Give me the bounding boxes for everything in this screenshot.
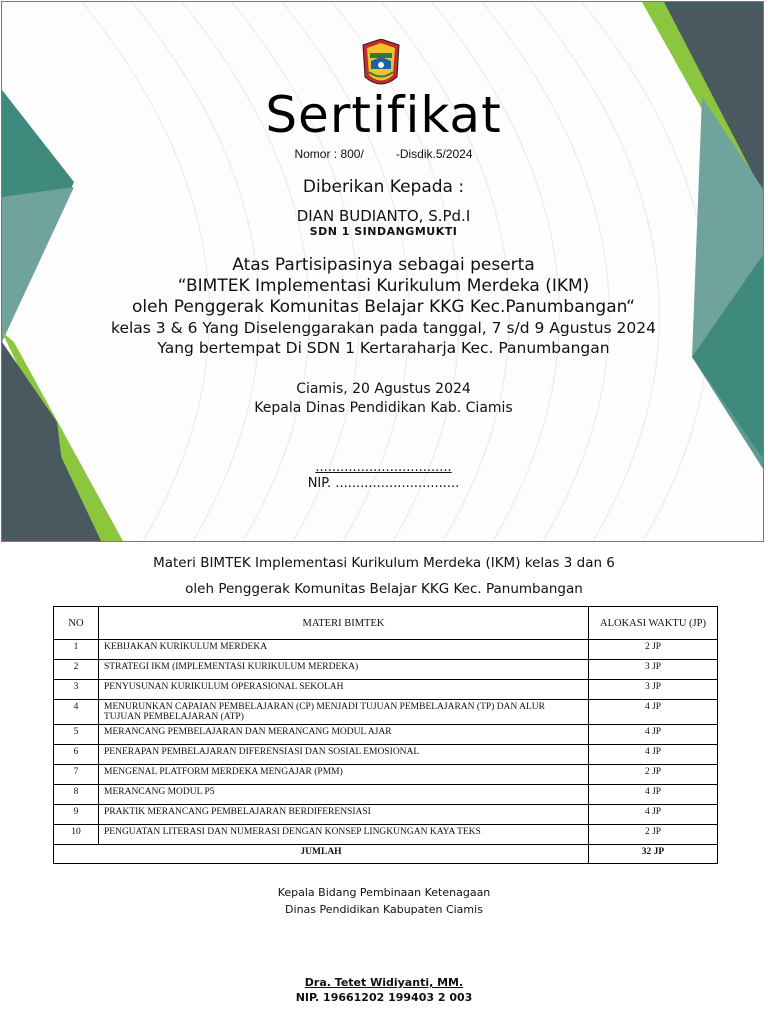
- regency-logo-seal: [361, 39, 401, 91]
- certificate-number-suffix: -Disdik.5/2024: [395, 147, 473, 161]
- signature-nip: NIP. 19661202 199403 2 003: [295, 991, 473, 1004]
- row-materi: PRAKTIK MERANCANG PEMBELAJARAN BERDIFERENSIASI: [99, 805, 589, 825]
- row-materi: KEBIJAKAN KURIKULUM MERDEKA: [99, 640, 589, 660]
- given-to-label: Diberikan Kepada :: [302, 177, 465, 197]
- table-row: [54, 680, 718, 700]
- participation-line-5: Yang bertempat Di SDN 1 Kertaraharja Kec. Panumbangan: [157, 339, 610, 357]
- row-materi: PENGUATAN LITERASI DAN NUMERASI DENGAN KONSEP LINGKUNGAN KAYA TEKS: [99, 825, 589, 845]
- participation-line-4: kelas 3 & 6 Yang Diselenggarakan pada tanggal, 7 s/d 9 Agustus 2024: [111, 319, 656, 337]
- total-value: 32 JP: [589, 845, 718, 864]
- row-alokasi: 2 JP: [589, 825, 718, 845]
- materi-title-line-2: oleh Penggerak Komunitas Belajar KKG Kec. Panumbangan: [185, 581, 583, 597]
- certificate-title: Sertifikat: [265, 86, 502, 144]
- table-header-row: [54, 607, 718, 640]
- table-body: [54, 640, 718, 864]
- row-materi: MERANCANG PEMBELAJARAN DAN MERANCANG MODUL AJAR: [99, 725, 589, 745]
- row-alokasi: 4 JP: [589, 745, 718, 765]
- recipient-school: SDN 1 SINDANGMUKTI: [309, 225, 458, 238]
- row-number: 6: [54, 745, 99, 765]
- materi-title-line-1: Materi BIMTEK Implementasi Kurikulum Merdeka (IKM) kelas 3 dan 6: [153, 555, 615, 571]
- row-materi: STRATEGI IKM (IMPLEMENTASI KURIKULUM MERDEKA): [99, 660, 589, 680]
- row-materi: MENURUNKAN CAPAIAN PEMBELAJARAN (CP) MENJADI TUJUAN PEMBELAJARAN (TP) DAN ALUR TUJUAN PEMBELAJARAN (ATP): [99, 700, 589, 725]
- row-number: 5: [54, 725, 99, 745]
- row-alokasi: 2 JP: [589, 640, 718, 660]
- table-row: [54, 805, 718, 825]
- materi-table: [53, 606, 718, 864]
- header-alokasi: ALOKASI WAKTU (JP): [589, 607, 718, 640]
- row-alokasi: 3 JP: [589, 660, 718, 680]
- row-alokasi: 4 JP: [589, 700, 718, 725]
- recipient-name: DIAN BUDIANTO, S.Pd.I: [296, 207, 471, 225]
- row-number: 8: [54, 785, 99, 805]
- certificate-number: [2, 147, 764, 161]
- signer-name-placeholder: .................................: [315, 460, 452, 475]
- participation-line-3: oleh Penggerak Komunitas Belajar KKG Kec.Panumbangan“: [132, 297, 635, 317]
- certificate-number-prefix: Nomor : 800/: [294, 147, 364, 161]
- signature-title-line-2: Dinas Pendidikan Kabupaten Ciamis: [285, 903, 483, 916]
- row-materi: MERANCANG MODUL P5: [99, 785, 589, 805]
- row-alokasi: 4 JP: [589, 725, 718, 745]
- certificate: [1, 1, 764, 542]
- table-row: [54, 785, 718, 805]
- table-row: [54, 745, 718, 765]
- table-row: [54, 725, 718, 745]
- row-number: 1: [54, 640, 99, 660]
- total-label: JUMLAH: [54, 845, 589, 864]
- table-row: [54, 660, 718, 680]
- row-materi: MENGENAL PLATFORM MERDEKA MENGAJAR (PMM): [99, 765, 589, 785]
- header-no: NO: [54, 607, 99, 640]
- table-row: [54, 700, 718, 725]
- row-materi: PENYUSUNAN KURIKULUM OPERASIONAL SEKOLAH: [99, 680, 589, 700]
- place-date: Ciamis, 20 Agustus 2024: [296, 381, 471, 397]
- row-number: 3: [54, 680, 99, 700]
- participation-line-2: “BIMTEK Implementasi Kurikulum Merdeka (IKM): [177, 276, 590, 296]
- table-row: [54, 640, 718, 660]
- signature-name: Dra. Tetet Widiyanti, MM.: [304, 976, 464, 989]
- row-number: 10: [54, 825, 99, 845]
- row-number: 9: [54, 805, 99, 825]
- row-alokasi: 3 JP: [589, 680, 718, 700]
- row-alokasi: 4 JP: [589, 805, 718, 825]
- signer-title: Kepala Dinas Pendidikan Kab. Ciamis: [254, 400, 513, 416]
- participation-line-1: Atas Partisipasinya sebagai peserta: [232, 255, 535, 275]
- table-row: [54, 825, 718, 845]
- table-total-row: [54, 845, 718, 864]
- row-materi: PENERAPAN PEMBELAJARAN DIFERENSIASI DAN SOSIAL EMOSIONAL: [99, 745, 589, 765]
- signature-title-line-1: Kepala Bidang Pembinaan Ketenagaan: [277, 886, 491, 899]
- row-number: 2: [54, 660, 99, 680]
- row-alokasi: 4 JP: [589, 785, 718, 805]
- signer-nip-placeholder: NIP. ..............................: [307, 476, 460, 491]
- table-row: [54, 765, 718, 785]
- header-materi: MATERI BIMTEK: [99, 607, 589, 640]
- row-alokasi: 2 JP: [589, 765, 718, 785]
- row-number: 7: [54, 765, 99, 785]
- row-number: 4: [54, 700, 99, 725]
